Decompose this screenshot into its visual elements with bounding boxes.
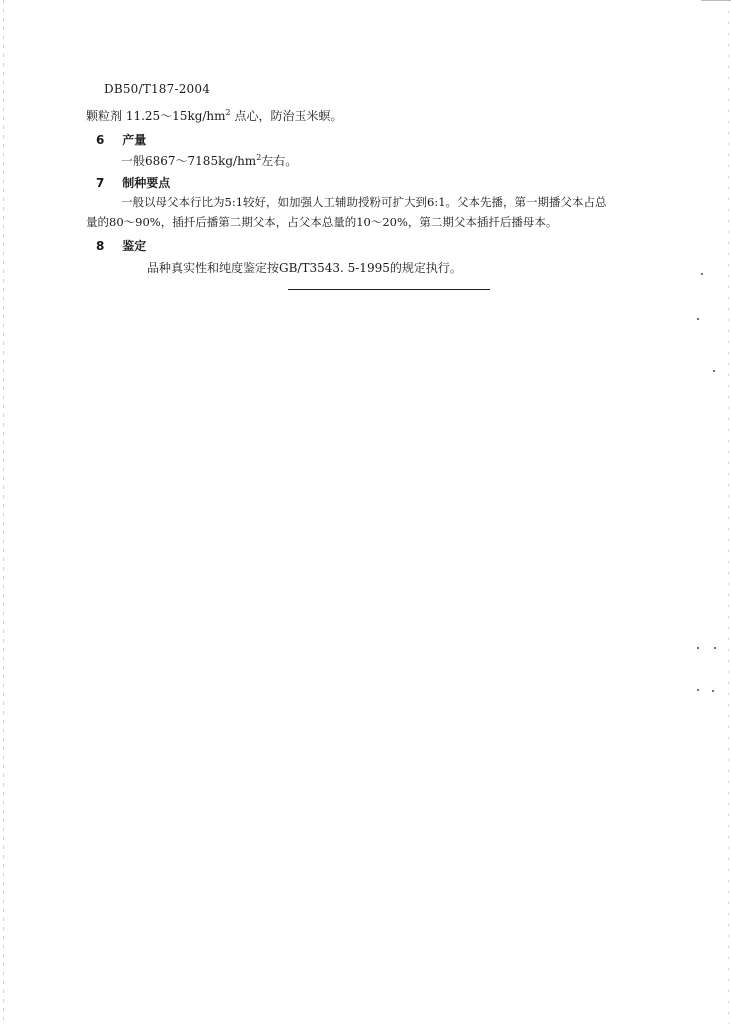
intro-text-end: 点心，防治玉米螟。 xyxy=(230,109,343,123)
scan-speck xyxy=(714,647,716,649)
document-code-header: DB50/T187-2004 xyxy=(104,82,211,96)
section-number: 8 xyxy=(96,239,105,253)
section-7-heading xyxy=(96,176,170,190)
section-title: 鉴定 xyxy=(122,239,147,253)
scan-speck xyxy=(697,647,699,649)
scan-speck xyxy=(713,370,715,372)
scan-speck xyxy=(701,273,703,275)
intro-text: 颗粒剂 11.25～15kg/hm xyxy=(86,109,226,123)
section-8-line-1: 品种真实性和纯度鉴定按GB/T3543. 5-1995的规定执行。 xyxy=(147,261,462,275)
section-number: 6 xyxy=(96,133,105,147)
section-6-superscript: 2 xyxy=(256,153,262,162)
section-8-heading xyxy=(96,239,146,253)
end-rule xyxy=(288,289,490,290)
scan-speck xyxy=(697,689,699,691)
section-7-line-1: 一般以母父本行比为5:1较好，如加强人工辅助授粉可扩大到6:1。父本先播，第一期播父本占总 xyxy=(121,195,607,209)
section-title: 产量 xyxy=(122,133,147,147)
scan-edge-left xyxy=(3,0,4,1024)
intro-superscript: 2 xyxy=(225,108,231,117)
scan-edge-right xyxy=(728,0,729,1024)
scan-speck xyxy=(697,318,699,320)
intro-line xyxy=(86,109,342,123)
section-title: 制种要点 xyxy=(122,176,171,190)
section-number: 7 xyxy=(96,176,105,190)
section-6-heading xyxy=(96,133,146,147)
section-6-text-end: 左右。 xyxy=(261,154,298,168)
section-7-line-2: 量的80～90%，插扦后播第二期父本，占父本总量的10～20%，第二期父本插扦后播母本。 xyxy=(86,215,558,229)
scan-corner-mark xyxy=(701,0,731,1)
section-6-text: 一般6867～7185kg/hm xyxy=(121,154,257,168)
section-6-body xyxy=(121,154,297,168)
scan-speck xyxy=(712,690,714,692)
